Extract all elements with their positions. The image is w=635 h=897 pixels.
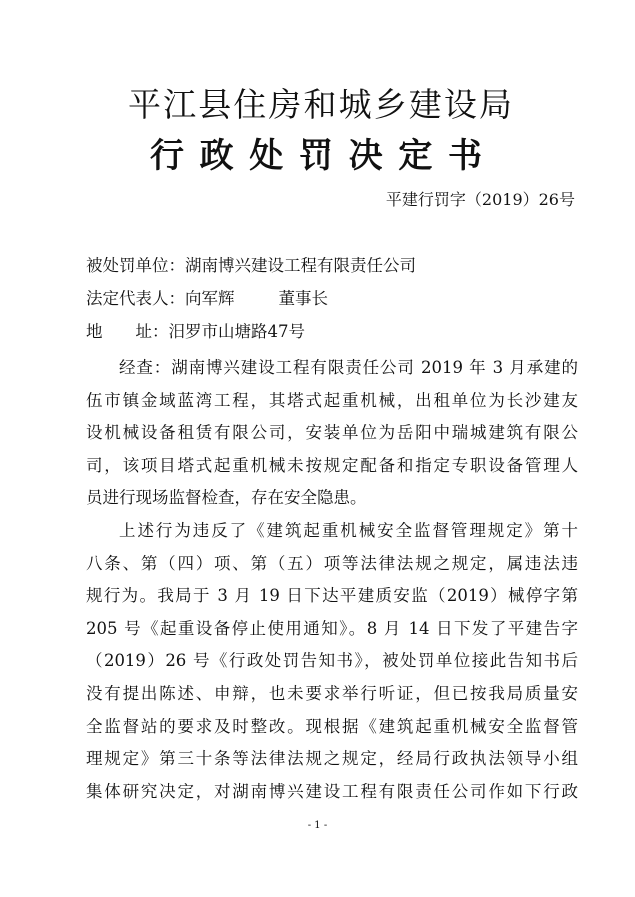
body-line: 规行为。我局于 3 月 19 日下达平建质安监（2019）械停字第 [86, 586, 578, 606]
body-line: 员进行现场监督检查，存在安全隐患。 [86, 488, 367, 508]
party-rep-label: 法定代表人： [86, 289, 185, 308]
body-line: 上述行为违反了《建筑起重机械安全监督管理规定》第十 [119, 521, 578, 540]
party-address-label: 地 址： [86, 322, 169, 341]
page-number: - 1 - [307, 820, 328, 831]
agency-name: 平江县住房和城乡建设局 [128, 85, 512, 124]
body-line: （2019）26 号《行政处罚告知书》，被处罚单位接此告知书后 [86, 651, 578, 671]
party-address-line [86, 320, 578, 344]
body-line: 全监督站的要求及时整改。现根据《建筑起重机械安全监督管 [86, 716, 578, 736]
document-title: 行政处罚决定书 [150, 136, 482, 176]
body-line: 205 号《起重设备停止使用通知》。8 月 14 日下发了平建告字 [86, 618, 578, 638]
body-line: 经查：湖南博兴建设工程有限责任公司 2019 年 3 月承建的 [119, 358, 578, 377]
body-line: 伍市镇金域蓝湾工程，其塔式起重机械，出租单位为长沙建友 [86, 390, 578, 410]
body-line: 没有提出陈述、申辩，也未要求举行听证，但已按我局质量安 [86, 684, 578, 703]
party-rep-title: 董事长 [278, 289, 328, 308]
body-line: 集体研究决定，对湖南博兴建设工程有限责任公司作如下行政 [86, 781, 578, 801]
body-line: 理规定》第三十条等法律法规之规定，经局行政执法领导小组 [86, 749, 578, 769]
party-rep-line [86, 287, 578, 311]
party-address: 汨罗市山塘路47号 [168, 322, 305, 341]
document-number: 平建行罚字（2019）26号 [385, 190, 575, 209]
party-rep: 向军辉 [185, 289, 235, 308]
party-unit-line [86, 254, 578, 278]
party-unit: 湖南博兴建设工程有限责任公司 [185, 256, 416, 275]
party-unit-label: 被处罚单位： [86, 256, 185, 275]
body-line: 司，该项目塔式起重机械未按规定配备和指定专职设备管理人 [86, 455, 578, 475]
body-line: 设机械设备租赁有限公司，安装单位为岳阳中瑞城建筑有限公 [86, 423, 578, 443]
body-line: 八条、第（四）项、第（五）项等法律法规之规定，属违法违 [86, 553, 578, 573]
